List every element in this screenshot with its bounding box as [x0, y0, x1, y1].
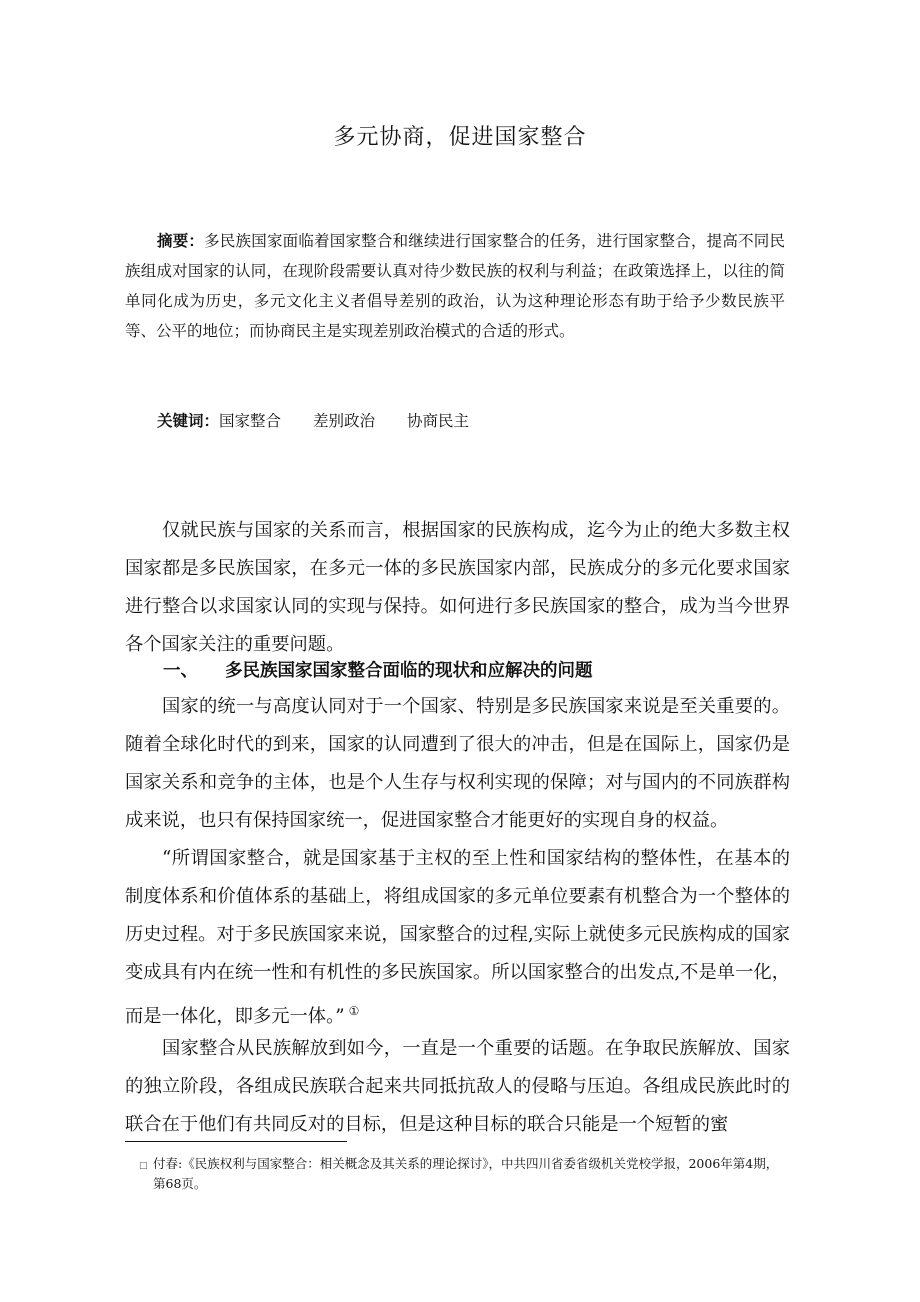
abstract-label: 摘要：	[157, 232, 205, 250]
abstract-text: 多民族国家面临着国家整合和继续进行国家整合的任务，进行国家整合，提高不同民族组成对国家的认同，在现阶段需要认真对待少数民族的权利与利益；在政策选择上，以往的简单同化成为历史，多元文化主义者倡导差别的政治，认为这种理论形态有助于给予少数民族平等、公平的地位；而协商民主是实现差别政治模式的合适的形式。	[125, 232, 785, 340]
body-paragraph-4	[125, 1030, 790, 1144]
section-heading	[163, 656, 593, 686]
body-paragraph-3	[125, 840, 790, 1036]
section-number: 一、	[163, 661, 198, 681]
paragraph-text: 仅就民族与国家的关系而言，根据国家的民族构成，迄今为止的绝大多数主权国家都是多民族国家，在多元一体的多民族国家内部，民族成分的多元化要求国家进行整合以求国家认同的实现与保持。如何进行多民族国家的整合，成为当今世界各个国家关注的重要问题。	[125, 520, 790, 655]
footnote	[139, 1155, 788, 1192]
section-title: 多民族国家国家整合面临的现状和应解决的问题	[225, 661, 593, 681]
abstract	[125, 226, 785, 346]
keyword-item: 协商民主	[407, 412, 470, 430]
keyword-item: 差别政治	[313, 412, 376, 430]
paragraph-text: 国家整合从民族解放到如今，一直是一个重要的话题。在争取民族解放、国家的独立阶段，各组成民族联合起来共同抵抗敌人的侵略与压迫。各组成民族此时的联合在于他们有共同反对的目标，但是这种目标的联合只能是一个短暂的蜜	[125, 1038, 790, 1135]
document-title: 多元协商，促进国家整合	[333, 125, 587, 150]
body-paragraph-intro	[125, 512, 790, 664]
footnote-reference[interactable]: ①	[348, 1004, 360, 1018]
footnote-text: 付春:《民族权利与国家整合：相关概念及其关系的理论探讨》，中共四川省委省级机关党校学报，2006年第4期，第68页。	[153, 1156, 779, 1191]
keyword-item: 国家整合	[219, 412, 282, 430]
keywords-label: 关键词：	[157, 412, 220, 430]
body-paragraph-2	[125, 688, 790, 840]
footnote-divider	[125, 1141, 347, 1142]
paragraph-text: “所谓国家整合，就是国家基于主权的至上性和国家结构的整体性，在基本的制度体系和价值体系的基础上，将组成国家的多元单位要素有机整合为一个整体的历史过程。对于多民族国家来说，国家整合的过程,实际上就使多元民族构成的国家变成具有内在统一性和有机性的多民族国家。所以国家整合的出发点,不是单一化，而是一体化，即多元一体。”	[125, 848, 790, 1028]
footnote-mark: □	[139, 1161, 148, 1171]
paragraph-text: 国家的统一与高度认同对于一个国家、特别是多民族国家来说是至关重要的。随着全球化时代的到来，国家的认同遭到了很大的冲击，但是在国际上，国家仍是国家关系和竞争的主体，也是个人生存与权利实现的保障；对与国内的不同族群构成来说，也只有保持国家统一，促进国家整合才能更好的实现自身的权益。	[125, 696, 790, 831]
keywords	[157, 406, 501, 436]
